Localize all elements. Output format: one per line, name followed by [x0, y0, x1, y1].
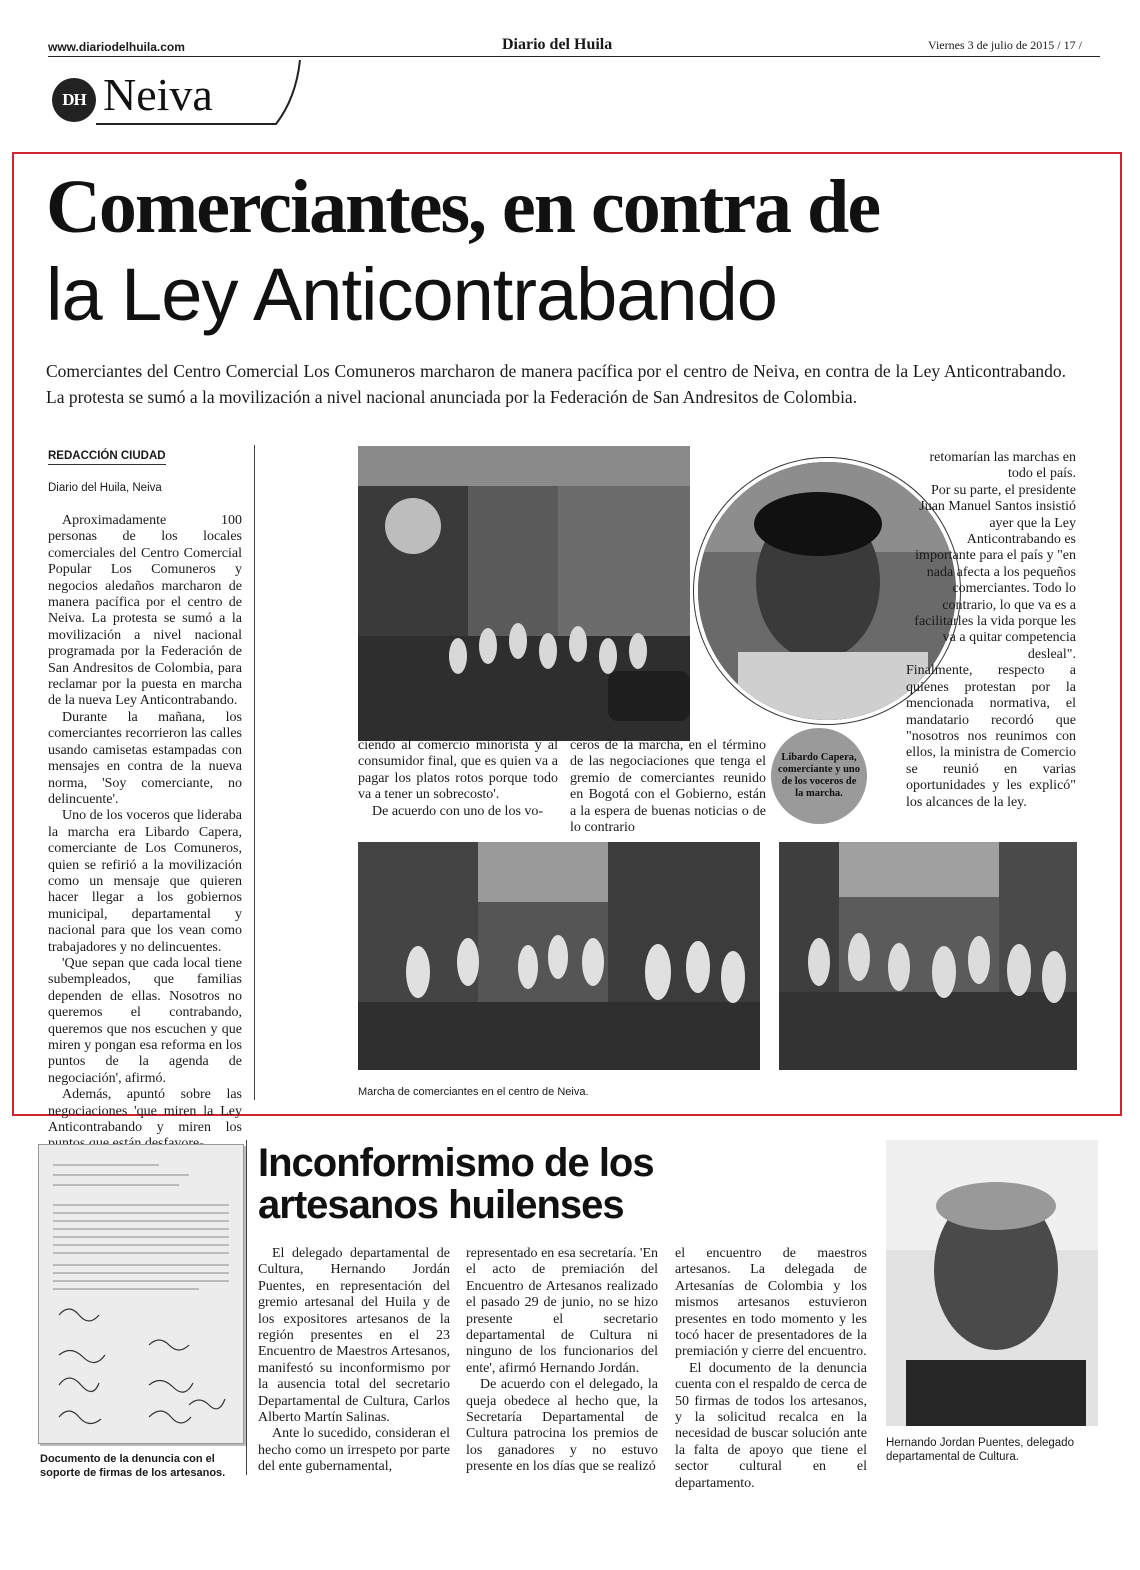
story-column-1 — [48, 513, 242, 1153]
headline-bold: Comerciantes, en contra de — [46, 165, 880, 249]
date-page: Viernes 3 de julio de 2015 / 17 / — [928, 38, 1082, 52]
complaint-document-image — [38, 1144, 244, 1444]
byline-source: Diario del Huila, Neiva — [48, 482, 162, 494]
section-name: Neiva — [103, 69, 213, 120]
lead-paragraph: Comerciantes del Centro Comercial Los Comuneros marcharon de manera pacífica por el centro de Neiva, en contra de la Ley Anticontrabando. La protesta se sumó a la movilización a nivel nacional anunciada por la Federación de San Andresitos de Colombia. — [46, 361, 1066, 407]
paragraph: El documento de la denuncia cuenta con el respaldo de cerca de 50 firmas de todos los artesanos, y la solicitud recalca en la necesidad de buscar solución ante la falta de apoyo que tiene el sector cultural en el departamento. — [675, 1360, 867, 1491]
top-rule — [48, 56, 1100, 57]
column-rule — [246, 1140, 247, 1475]
portrait-caption: Libardo Capera, comerciante y uno de los voceros de la marcha. — [771, 728, 867, 824]
paragraph: el encuentro de maestros artesanos. La delegada de Artesanías de Colombia y los mismos artesanos estuvieron presentes en todo momento y les tocó hacer de presentadores de la premiación y cierre del encuentro. — [675, 1246, 867, 1360]
paragraph: representado en esa secretaría. 'En el acto de premiación del Encuentro de Artesanos realizado el pasado 29 de junio, no se hizo presente el secretario departamental de Cultura ni ninguno de los funcionarios del ente', afirmó Hernando Jordán. — [466, 1246, 658, 1376]
byline-section: REDACCIÓN CIUDAD — [48, 450, 166, 465]
march-street-photo — [358, 446, 690, 741]
march-crowd-photo-left — [358, 842, 760, 1070]
story-column-2b — [570, 738, 766, 836]
dh-logo-icon: DH — [52, 78, 96, 122]
paragraph: Además, apuntó sobre las negociaciones 'que miren la Ley Anticontrabando y miren los — [48, 1087, 242, 1136]
story-column-2a — [358, 738, 558, 820]
paper-name: Diario del Huila — [502, 36, 613, 53]
march-crowd-photo-right — [779, 842, 1077, 1070]
second-column-1 — [258, 1246, 450, 1476]
site-url[interactable]: www.diariodelhuila.com — [48, 40, 185, 54]
march-photo-caption: Marcha de comerciantes en el centro de Neiva. — [358, 1086, 589, 1098]
column-rule — [254, 445, 255, 1100]
paragraph: Ante lo sucedido, consideran el hecho como un irrespeto por parte del ente gubernamental, — [258, 1426, 450, 1475]
headline-light: la Ley Anticontrabando — [46, 253, 777, 336]
paragraph: retomarían las marchas en todo el país. — [929, 450, 1076, 482]
document-caption: Documento de la denuncia con el soporte de firmas de los artesanos. — [40, 1453, 226, 1479]
paragraph: Por su parte, el presidente Juan Manuel Santos insistió ayer que la Ley Anticontrabando es importante para el país y "en nada afecta a los pequeños comerciantes. Todo lo contrario, lo que va es a facilitarles la vida porque les va a quitar competencia desleal". — [914, 482, 1076, 662]
second-column-3 — [675, 1246, 867, 1492]
paragraph: Uno de los voceros que lideraba la marcha era Libardo Capera, comerciante de Los Comuneros, quien se refirió a la movilización como un mensaje que quieren hacer llegar a los gobiernos municipal, departamental y nacional para que los vean como trabajadores y no delincuentes. — [48, 808, 242, 955]
second-column-2 — [466, 1246, 658, 1476]
paragraph: Durante la mañana, los comerciantes recorrieron las calles usando camisetas estampadas con mensajes en contra de la nueva norma, 'Soy comerciante, no delincuente'. — [48, 709, 242, 807]
paragraph: ceros de la marcha, en el término de las negociaciones que tenga el gremio de comerciantes reunido en Bogotá con el Gobierno, están a la espera de buenas noticias o de lo contrario — [570, 738, 766, 836]
second-headline: Inconformismo de los artesanos huilenses — [258, 1141, 654, 1227]
hernando-jordan-portrait — [886, 1140, 1098, 1426]
paragraph: De acuerdo con uno de los vo- — [372, 803, 544, 819]
paragraph: ciendo al comercio minorista y al consumidor final, que es quien va a pagar los platos rotos porque todo va a tener un sobrecosto'. — [358, 738, 558, 803]
hernando-caption: Hernando Jordan Puentes, delegado departamental de Cultura. — [886, 1437, 1074, 1463]
section-swoosh-icon — [96, 58, 306, 130]
paragraph: Finalmente, respecto a quienes protestan por la mencionada normativa, el mandatario recordó que "nosotros nos reunimos con ellos, la ministra de Comercio se reunió en varias oportunidades y les explicó" los alcances de la ley. — [906, 663, 1076, 810]
paragraph: Aproximadamente 100 personas de los locales comerciales del Centro Comercial Popular Los Comuneros y negocios aledaños marcharon de manera pacífica por el centro de Neiva. La protesta se sumó a la movilización a nivel nacional programada por la Federación de San Andresitos de Colombia, para reclamar por la puesta en marcha de la nueva Ley Anticontrabando. — [48, 513, 242, 709]
story-column-right — [906, 450, 1076, 811]
paragraph: 'Que sepan que cada local tiene subempleados, que familias dependen de ellas. Nosotros no queremos el contrabando, queremos que nos escuchen y que miren y pongan esa reforma en los puntos de la agenda de negociación', afirmó. — [48, 955, 242, 1086]
paragraph: De acuerdo con el delegado, la queja obedece al hecho que, la Secretaría Departamental de Cultura patrocina los premios de los ganadores y no estuvo presente en los días que se realizó — [466, 1377, 658, 1475]
paragraph: El delegado departamental de Cultura, Hernando Jordán Puentes, en representación del gremio artesanal del Huila y de los expositores artesanos de la región presentes en el 23 Encuentro de Maestros Artesanos, manifestó su inconformismo por la ausencia total del secretario Departamental de Cultura, Carlos Alberto Martín Salinas. — [258, 1246, 450, 1426]
